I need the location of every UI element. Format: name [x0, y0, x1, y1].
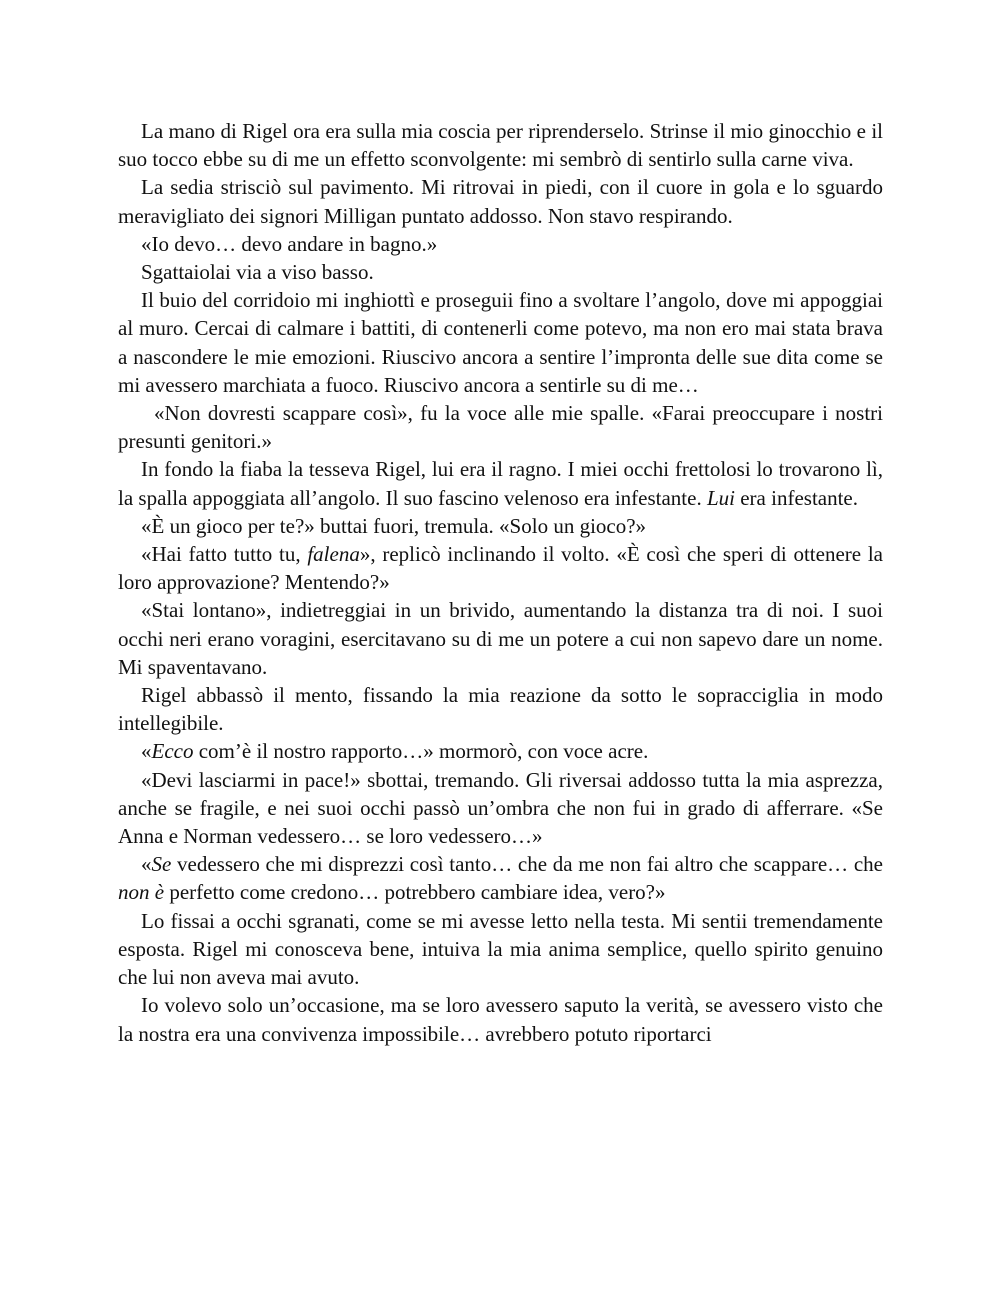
- text-segment: Sgattaiolai via a viso basso.: [141, 260, 374, 285]
- text-segment: Io volevo solo un’occasione, ma se loro avessero saputo la verità, se avessero visto che la nostra era una convivenza impossibile… avrebbero potuto riportarci: [118, 993, 883, 1046]
- paragraph: [118, 399, 883, 455]
- text-segment: «: [141, 739, 152, 764]
- text-segment: Rigel abbassò il mento, fissando la mia reazione da sotto le sopracciglia in modo intellegibile.: [118, 683, 883, 736]
- paragraph: [118, 681, 883, 737]
- paragraph: [118, 991, 883, 1047]
- text-segment: La sedia strisciò sul pavimento. Mi ritrovai in piedi, con il cuore in gola e lo sguardo meravigliato dei signori Milligan puntato addosso. Non stavo respirando.: [118, 175, 883, 228]
- text-segment: », replicò inclinando il volto. «È così che speri di ottenere la loro approvazione? Mentendo?»: [118, 542, 883, 595]
- text-segment: In fondo la fiaba la tesseva Rigel, lui era il ragno. I miei occhi frettolosi lo trovarono lì, la spalla appoggiata all’angolo. Il suo fascino velenoso era infestante.: [118, 457, 883, 510]
- paragraph: [118, 117, 883, 173]
- text-segment: com’è il nostro rapporto…» mormorò, con voce acre.: [193, 739, 649, 764]
- text-segment: «: [141, 852, 152, 877]
- text-segment: era infestante.: [734, 485, 859, 510]
- paragraph: [118, 850, 883, 906]
- italic-text: Ecco: [151, 739, 194, 764]
- text-segment: La mano di Rigel ora era sulla mia coscia per riprenderselo. Strinse il mio ginocchio e il suo tocco ebbe su di me un effetto sconvolgente: mi sembrò di sentirlo sulla carne viva.: [118, 119, 883, 172]
- italic-text: non è: [118, 880, 165, 905]
- paragraph: [118, 173, 883, 229]
- italic-text: falena: [307, 542, 360, 567]
- text-segment: «Stai lontano», indietreggiai in un brivido, aumentando la distanza tra di noi. I suoi occhi neri erano voragini, esercitavano su di me un potere a cui non sapevo dare un nome. Mi spaventavano.: [118, 598, 883, 679]
- paragraph: [118, 737, 883, 765]
- paragraph: [118, 512, 883, 540]
- italic-text: Se: [151, 852, 172, 877]
- text-segment: «È un gioco per te?» buttai fuori, tremula. «Solo un gioco?»: [141, 513, 647, 538]
- text-segment: Il buio del corridoio mi inghiottì e proseguii fino a svoltare l’angolo, dove mi appoggiai al muro. Cercai di calmare i battiti, di contenerli come potevo, ma non ero mai stata brava a nascondere le mie emozioni. Riuscivo ancora a sentire l’impronta delle sue dita come se mi avessero marchiata a fuoco. Riuscivo ancora a sentirle su di me…: [118, 288, 883, 397]
- paragraph: [118, 596, 883, 681]
- paragraph: [118, 230, 883, 258]
- text-segment: perfetto come credono… potrebbero cambiare idea, vero?»: [164, 880, 666, 905]
- text-segment: «Hai fatto tutto tu,: [141, 542, 308, 567]
- paragraph: [118, 258, 883, 286]
- text-segment: Lo fissai a occhi sgranati, come se mi avesse letto nella testa. Mi sentii tremendamente esposta. Rigel mi conosceva bene, intuiva la mia anima semplice, quello spirito genuino che lui non aveva mai avuto.: [118, 908, 883, 990]
- paragraph: [118, 455, 883, 511]
- italic-text: Lui: [706, 485, 735, 510]
- text-segment: «Devi lasciarmi in pace!» sbottai, tremando. Gli riversai addosso tutta la mia asprezza, anche se fragile, e nei suoi occhi passò un’ombra che non fui in grado di afferrare. «Se Anna e Norman vedessero… se loro vedessero…»: [118, 767, 883, 849]
- text-segment: «Non dovresti scappare così», fu la voce alle mie spalle. «Farai preoccupare i nostri presunti genitori.»: [118, 401, 883, 454]
- paragraph: [118, 540, 883, 596]
- paragraph: [118, 907, 883, 992]
- paragraph: [118, 286, 883, 399]
- text-segment: vedessero che mi disprezzi così tanto… che da me non fai altro che scappare… che: [171, 852, 883, 877]
- text-segment: «Io devo… devo andare in bagno.»: [141, 231, 438, 256]
- book-page: [118, 117, 883, 1048]
- paragraph: [118, 766, 883, 851]
